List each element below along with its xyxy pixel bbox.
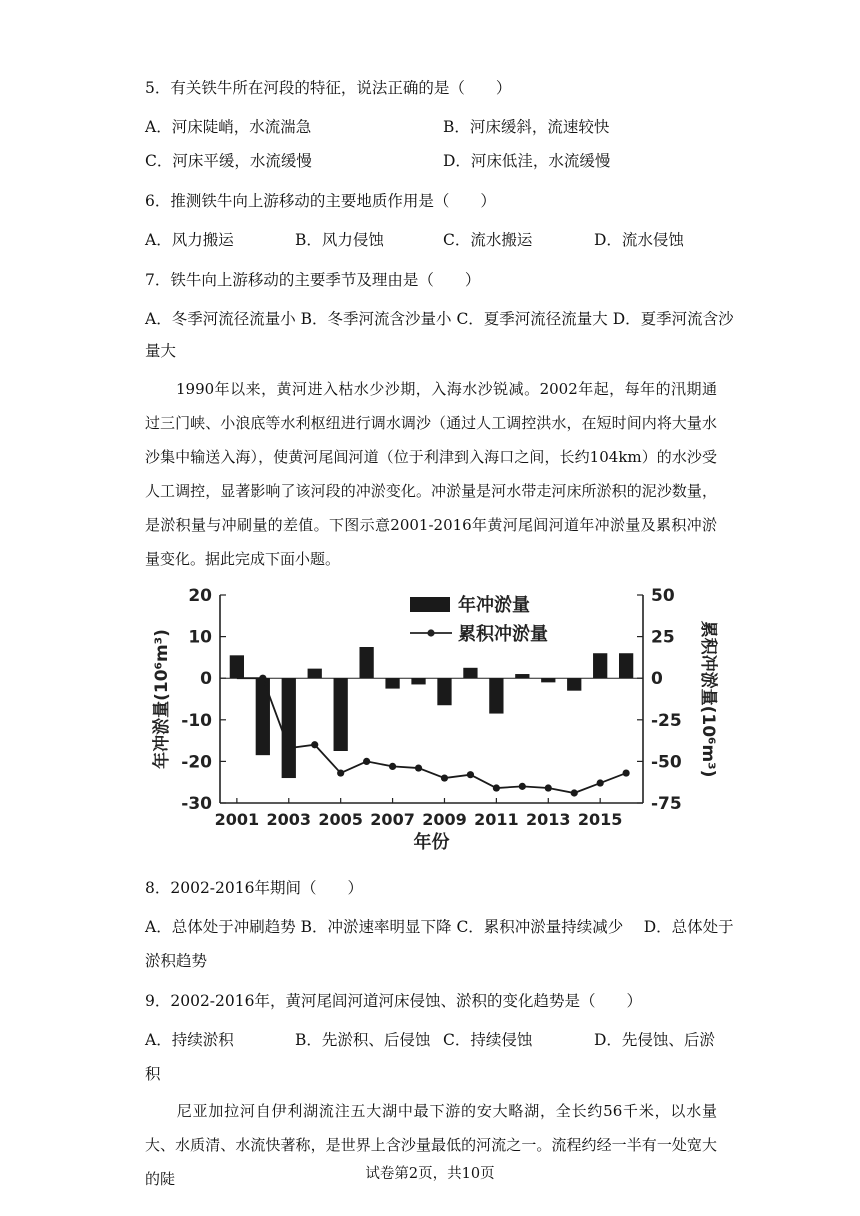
left-axis-label: 年冲淤量(10⁶m³) <box>152 629 172 769</box>
x-tick-label: 2003 <box>266 810 312 829</box>
cumulative-point-2015 <box>597 779 604 786</box>
x-tick-label: 2011 <box>474 810 519 829</box>
question-6-stem: 6．推测铁牛向上游移动的主要地质作用是（ ） <box>145 192 496 210</box>
q5-option-a: A．河床陡峭，水流湍急 <box>145 118 312 136</box>
legend-bar-label: 年冲淤量 <box>458 595 530 616</box>
bar-2016 <box>619 653 633 678</box>
cumulative-point-2002 <box>259 675 266 682</box>
q7-options-line2: 量大 <box>145 342 177 360</box>
q6-option-a: A．风力搬运 <box>145 231 234 249</box>
bar-2008 <box>411 678 425 684</box>
q9-option-b: B．先淤积、后侵蚀 <box>295 1031 431 1049</box>
legend-bar-swatch <box>410 597 450 612</box>
cumulative-point-2006 <box>363 758 370 765</box>
question-5-stem: 5．有关铁牛所在河段的特征，说法正确的是（ ） <box>145 79 512 97</box>
x-tick-label: 2005 <box>318 810 363 829</box>
question-7-stem: 7．铁牛向上游移动的主要季节及理由是（ ） <box>145 271 481 289</box>
left-tick-label: -10 <box>181 710 212 731</box>
q8-options-line1: A．总体处于冲刷趋势 B．冲淤速率明显下降 C．累积冲淤量持续减少 D．总体处于 <box>145 918 734 936</box>
bar-2006 <box>359 647 373 678</box>
q6-option-c: C．流水搬运 <box>443 231 533 249</box>
legend-line-marker <box>427 629 434 636</box>
cumulative-point-2007 <box>389 763 396 770</box>
q8-options-line2: 淤积趋势 <box>145 952 208 970</box>
cumulative-point-2016 <box>623 769 630 776</box>
bar-2007 <box>385 678 399 688</box>
q5-option-c: C．河床平缓，水流缓慢 <box>145 152 312 170</box>
right-axis-label: 累积冲淤量(10⁶m³) <box>698 620 718 778</box>
left-tick-label: -20 <box>181 752 212 773</box>
bar-2010 <box>463 668 477 678</box>
bar-2003 <box>282 678 296 778</box>
cumulative-point-2014 <box>571 789 578 796</box>
bar-2004 <box>308 669 322 679</box>
bar-2015 <box>593 653 607 678</box>
bar-2014 <box>567 678 581 690</box>
question-8-stem: 8．2002-2016年期间（ ） <box>145 879 363 897</box>
q7-options-line1: A．冬季河流径流量小 B．冬季河流含沙量小 C．夏季河流径流量大 D．夏季河流含沙 <box>145 310 734 328</box>
bar-2009 <box>437 678 451 705</box>
bar-2001 <box>230 655 244 678</box>
passage-yellow-river <box>145 372 717 576</box>
left-tick-label: -30 <box>181 794 212 814</box>
right-tick-label: 0 <box>651 669 663 690</box>
x-tick-label: 2015 <box>577 810 623 829</box>
passage-niagara-text: 尼亚加拉河自伊利湖流注五大湖中最下游的安大略湖，全长约56千米，以水量大、水质清、水流快著称，是世界上含沙量最低的河流之一。流程约经一半有一处宽大的陡 <box>145 1102 717 1188</box>
cumulative-point-2003 <box>285 744 292 751</box>
x-tick-label: 2013 <box>526 810 571 829</box>
q9-option-d: D．先侵蚀、后淤 <box>594 1031 715 1049</box>
q9-option-c: C．持续侵蚀 <box>443 1031 533 1049</box>
cumulative-point-2012 <box>519 783 526 790</box>
page-footer: 试卷第2页，共10页 <box>365 1166 495 1182</box>
x-axis-label: 年份 <box>413 832 450 853</box>
q9-option-d-wrap: 积 <box>145 1065 161 1083</box>
cumulative-point-2010 <box>467 771 474 778</box>
left-tick-label: 20 <box>188 586 212 606</box>
right-tick-label: -50 <box>651 752 682 773</box>
q5-option-d: D．河床低洼，水流缓慢 <box>443 152 611 170</box>
q9-option-a: A．持续淤积 <box>145 1031 234 1049</box>
bar-2013 <box>541 678 555 682</box>
question-9-stem: 9．2002-2016年，黄河尾闾河道河床侵蚀、淤积的变化趋势是（ ） <box>145 992 642 1010</box>
right-tick-label: -75 <box>651 794 682 814</box>
right-tick-label: -25 <box>651 710 682 731</box>
cumulative-point-2013 <box>545 784 552 791</box>
cumulative-point-2005 <box>337 769 344 776</box>
x-tick-label: 2009 <box>422 810 467 829</box>
cumulative-point-2011 <box>493 784 500 791</box>
x-tick-label: 2007 <box>370 810 415 829</box>
cumulative-point-2004 <box>311 741 318 748</box>
x-tick-label: 2001 <box>214 810 260 829</box>
left-tick-label: 10 <box>188 627 212 648</box>
right-tick-label: 25 <box>651 627 675 648</box>
bar-2005 <box>334 678 348 751</box>
q6-option-b: B．风力侵蚀 <box>295 231 384 249</box>
left-tick-label: 0 <box>200 669 212 690</box>
cumulative-point-2009 <box>441 774 448 781</box>
bar-2011 <box>489 678 503 713</box>
passage-yellow-river-text: 1990年以来，黄河进入枯水少沙期，入海水沙锐减。2002年起，每年的汛期通过三门峡、小浪底等水利枢纽进行调水调沙（通过人工调控洪水，在短时间内将大量水沙集中输送入海），使黄河尾闾河道（位于利津到入海口之间，长约104km）的水沙受人工调控，显著影响了该河段的冲淤变化。冲淤量是河水带走河床所淤积的泥沙数量，是淤积量与冲刷量的差值。下图示意2001-2016年黄河尾闾河道年冲淤量及累积冲淤量变化。据此完成下面小题。 <box>145 380 717 568</box>
right-tick-label: 50 <box>651 586 675 606</box>
cumulative-point-2008 <box>415 764 422 771</box>
bar-2012 <box>515 674 529 678</box>
q5-option-b: B．河床缓斜，流速较快 <box>443 118 610 136</box>
q6-option-d: D．流水侵蚀 <box>594 231 684 249</box>
legend-line-label: 累积冲淤量 <box>458 624 548 645</box>
sediment-chart <box>0 585 860 855</box>
